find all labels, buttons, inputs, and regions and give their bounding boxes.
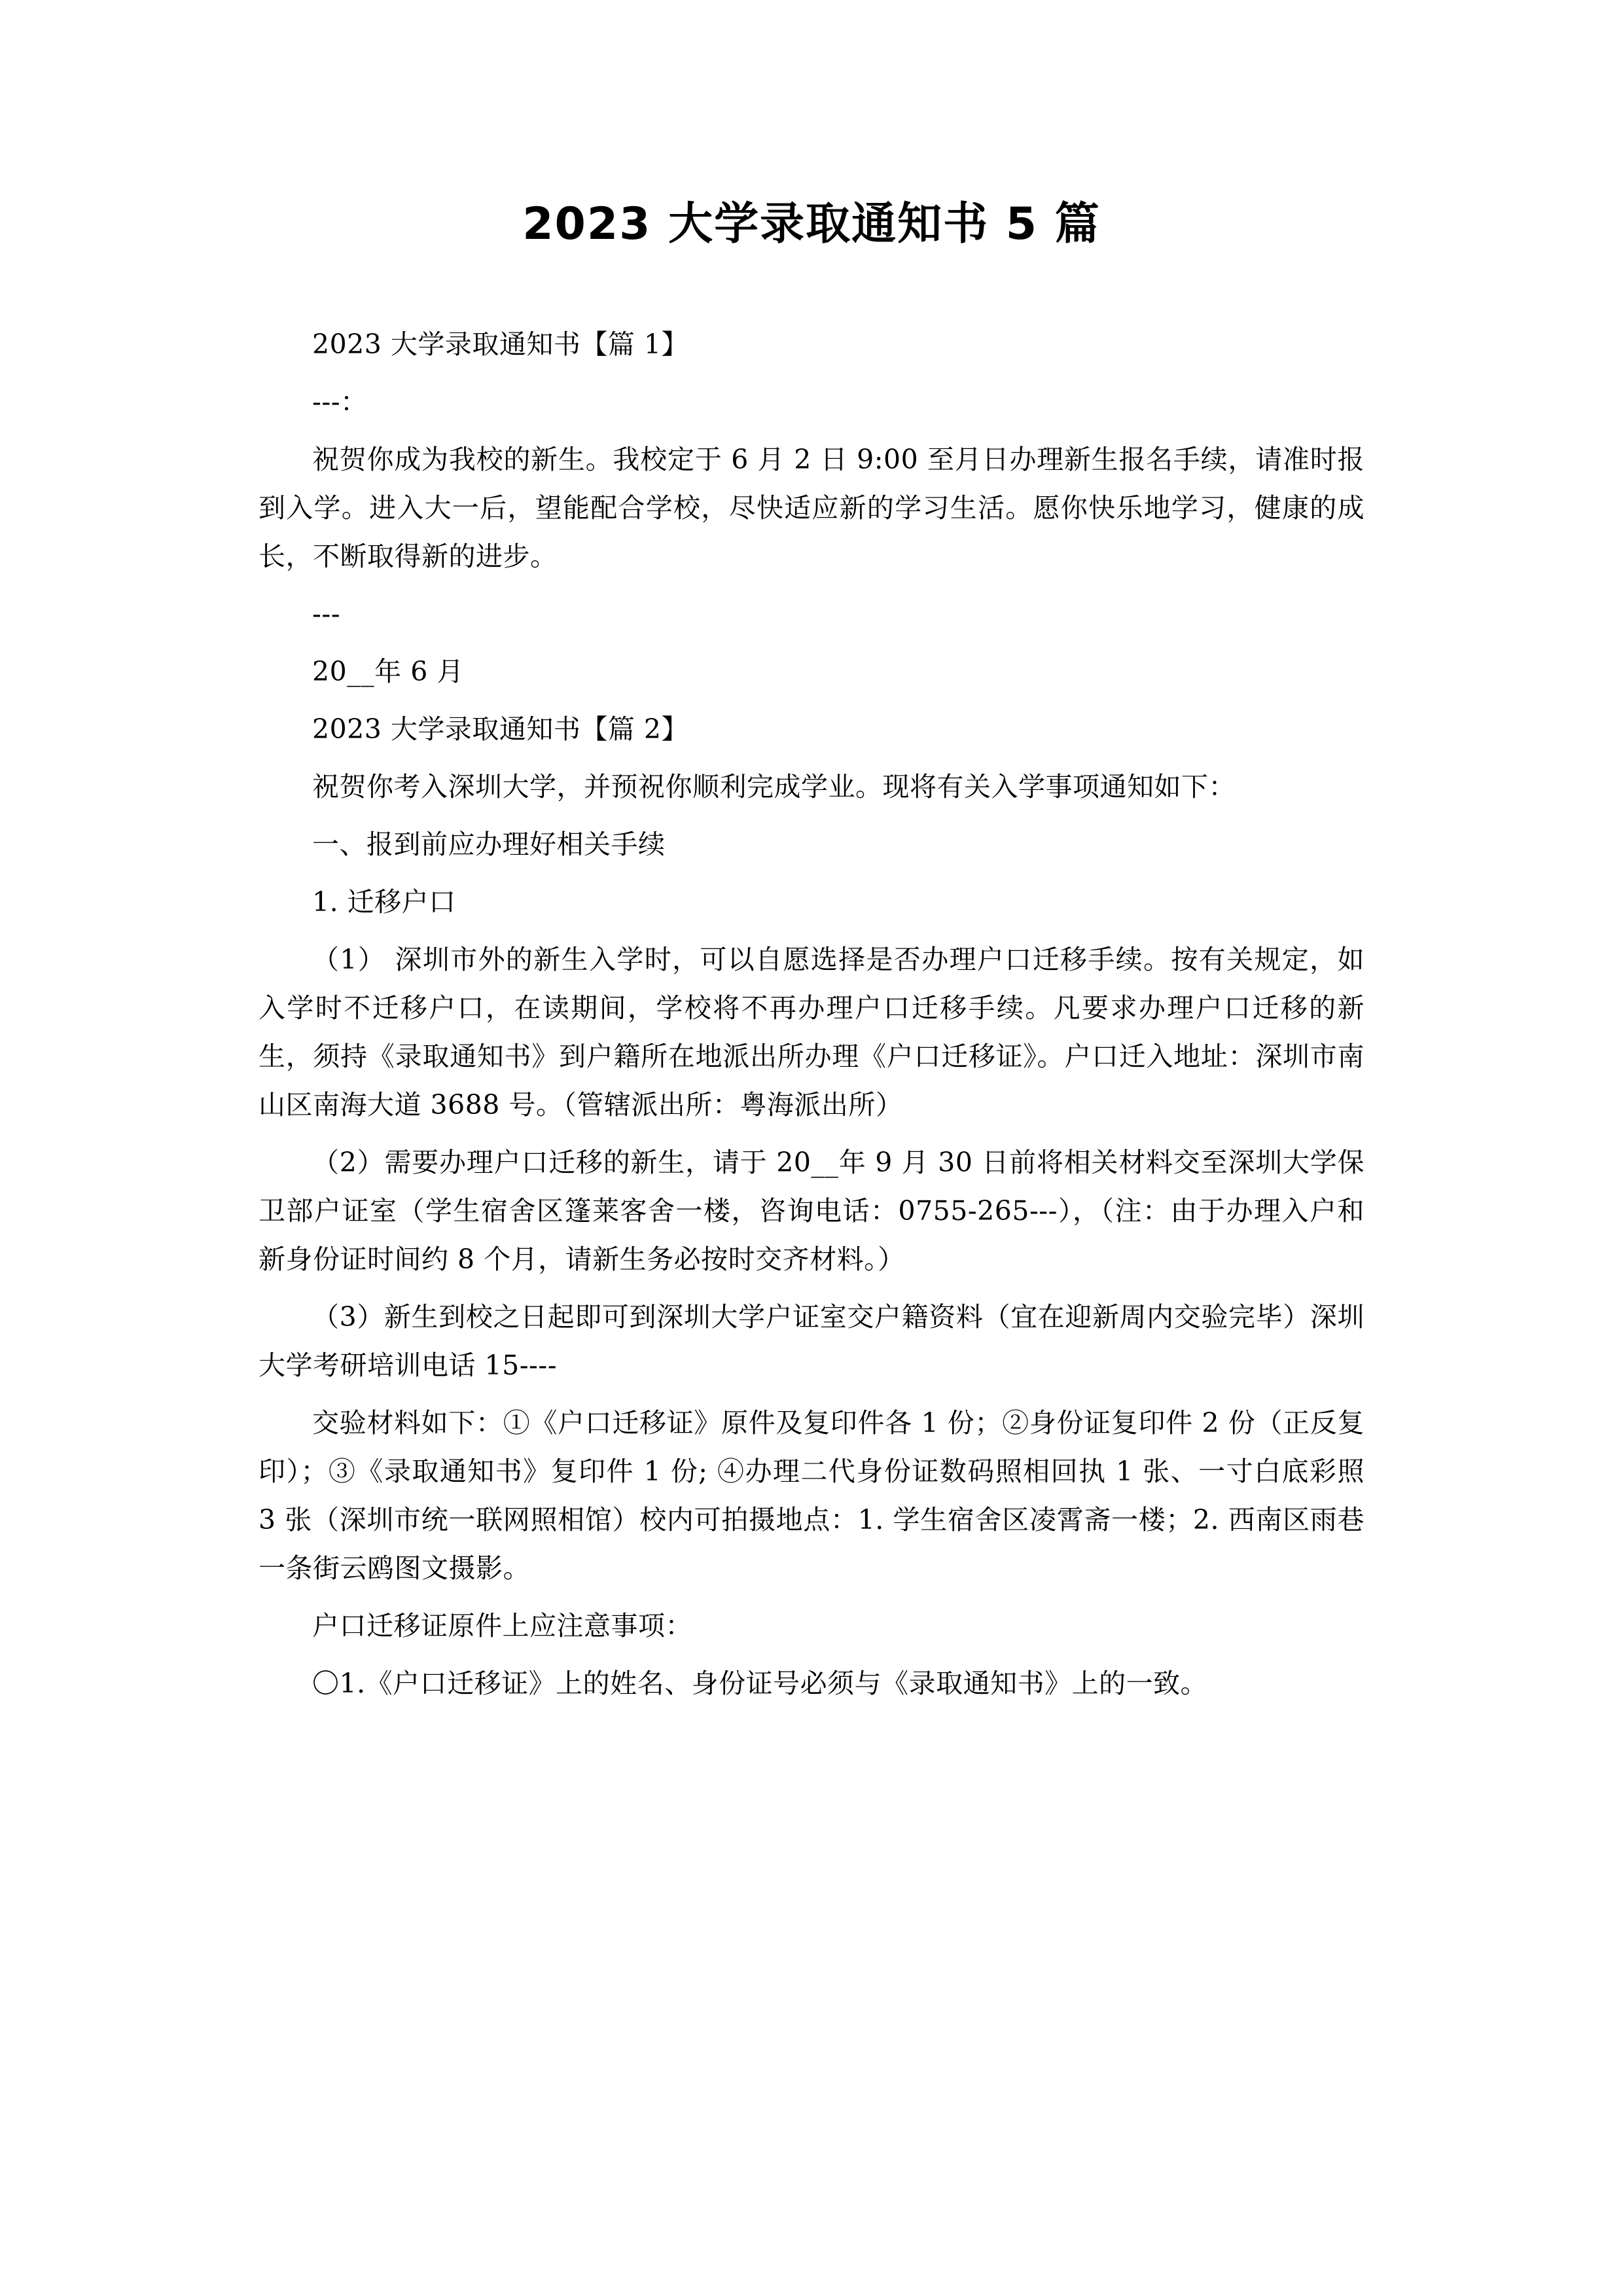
heading-pian-2: 2023 大学录取通知书【篇 2】 [312, 713, 688, 745]
notice-item-1: 〇1.《户口迁移证》上的姓名、身份证号必须与《录取通知书》上的一致。 [312, 1668, 1208, 1699]
document-body [259, 320, 1364, 1708]
body-paragraph-2-intro: 祝贺你考入深圳大学，并预祝你顺利完成学业。现将有关入学事项通知如下： [312, 771, 1236, 802]
item-1-heading: 1. 迁移户口 [312, 886, 456, 918]
salutation-line-1: ---： [312, 386, 368, 418]
item-1-sub-2: （2）需要办理户口迁移的新生，请于 20__年 9 月 30 日前将相关材料交至深圳大学保卫部户证室（学生宿舍区篷莱客舍一楼，咨询电话：0755-265---），（注：由于办理入户和新身份证时间约 8 个月，请新生务必按时交齐材料。） [259, 1147, 1364, 1275]
item-1-sub-3: （3）新生到校之日起即可到深圳大学户证室交户籍资料（宜在迎新周内交验完毕）深圳大学考研培训电话 15---- [259, 1301, 1364, 1381]
heading-pian-1: 2023 大学录取通知书【篇 1】 [312, 329, 688, 360]
notice-heading: 户口迁移证原件上应注意事项： [312, 1610, 692, 1641]
item-1-sub-1: （1） 深圳市外的新生入学时，可以自愿选择是否办理户口迁移手续。按有关规定，如入学时不迁移户口，在读期间，学校将不再办理户口迁移手续。凡要求办理户口迁移的新生，须持《录取通知书》到户籍所在地派出所办理《户口迁移证》。户口迁入地址：深圳市南山区南海大道 3688 号。（管辖派出所：粤海派出所） [259, 944, 1364, 1121]
body-paragraph-1: 祝贺你成为我校的新生。我校定于 6 月 2 日 9:00 至月日办理新生报名手续，请准时报到入学。进入大一后，望能配合学校，尽快适应新的学习生活。愿你快乐地学习，健康的成长，不断取得新的进步。 [259, 444, 1364, 572]
document-content [259, 0, 1364, 1717]
date-line-1: 20__年 6 月 [312, 656, 464, 687]
signature-line-1: --- [312, 598, 341, 630]
page-title: 2023 大学录取通知书 5 篇 [522, 198, 1101, 250]
section-1-heading: 一、报到前应办理好相关手续 [312, 829, 666, 860]
materials-list-paragraph: 交验材料如下：①《户口迁移证》原件及复印件各 1 份；②身份证复印件 2 份（正反复印）；③《录取通知书》复印件 1 份; ④办理二代身份证数码照相回执 1 张、一寸白底彩照 3 张（深圳市统一联网照相馆）校内可拍摄地点：1. 学生宿舍区凌霄斋一楼；2. 西南区雨巷一条街云鸥图文摄影。 [259, 1407, 1364, 1584]
